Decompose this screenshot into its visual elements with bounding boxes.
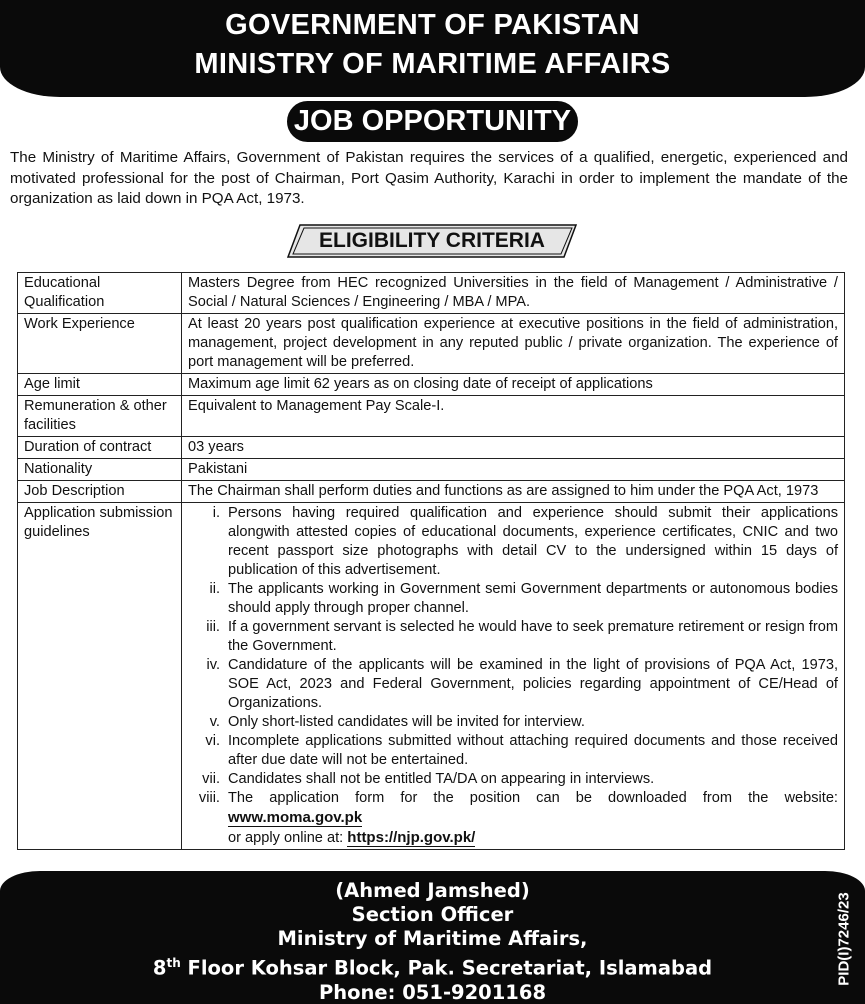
criteria-label: Remuneration & other facilities — [18, 396, 182, 437]
criteria-table — [17, 272, 845, 850]
item-text: The applicants working in Government semi Government departments or autonomous bodies should apply through proper channel. — [228, 581, 838, 616]
address-text: Floor Kohsar Block, Pak. Secretariat, Islamabad — [187, 956, 713, 980]
item-number: i. — [212, 505, 220, 521]
floor-suffix: th — [166, 956, 181, 970]
item-number: ii. — [209, 581, 220, 597]
criteria-value: Pakistani — [182, 459, 845, 481]
guidelines-list — [188, 504, 838, 848]
criteria-value: Masters Degree from HEC recognized Universities in the field of Management / Administrative / Social / Natural Sciences / Engineering / MBA / MPA. — [182, 273, 845, 314]
item-number: iii. — [206, 619, 220, 635]
item-text: Candidates shall not be entitled TA/DA on appearing in interviews. — [228, 771, 655, 787]
eligibility-heading — [286, 222, 578, 260]
officer-designation: Section Officer — [351, 903, 514, 926]
list-item — [188, 713, 838, 732]
criteria-label: Age limit — [18, 374, 182, 396]
header-banner — [0, 0, 865, 97]
table-row — [18, 459, 845, 481]
list-item — [188, 580, 838, 618]
website-link[interactable]: www.moma.gov.pk — [228, 809, 363, 826]
item-text: Candidature of the applicants will be examined in the light of provisions of PQA Act, 1973, SOE Act, 2023 and Federal Government, policies regarding appointment of CE/Head of Organizations. — [228, 657, 838, 711]
criteria-label: Nationality — [18, 459, 182, 481]
criteria-value: 03 years — [182, 437, 845, 459]
table-row — [18, 396, 845, 437]
item-text: Incomplete applications submitted without attaching required documents and those received after due date will not be entertained. — [228, 733, 838, 768]
item-text: Only short-listed candidates will be invited for interview. — [228, 714, 585, 730]
table-row — [18, 314, 845, 374]
officer-name: (Ahmed Jamshed) — [335, 879, 530, 902]
item-number: v. — [209, 714, 220, 730]
guidelines-label: Application submission guidelines — [18, 503, 182, 850]
government-title: GOVERNMENT OF PAKISTAN — [225, 9, 640, 41]
signature — [0, 879, 865, 1004]
item-text: Persons having required qualification and experience should submit their applications alongwith attested copies of educational documents, experience certificates, CNIC and two recent passport size photographs with detail CV to the undersigned within 15 days of publication of this advertisement. — [228, 505, 838, 578]
table-row — [18, 273, 845, 314]
list-item — [188, 504, 838, 580]
floor-number: 8 — [152, 956, 167, 980]
eligibility-title: ELIGIBILITY CRITERIA — [319, 229, 545, 252]
table-row — [18, 374, 845, 396]
criteria-label: Work Experience — [18, 314, 182, 374]
criteria-label: Job Description — [18, 481, 182, 503]
footer-signature-block — [0, 871, 865, 1004]
list-item — [188, 732, 838, 770]
table-row — [18, 481, 845, 503]
guidelines-cell — [182, 503, 845, 850]
list-item — [188, 789, 838, 848]
criteria-value: Maximum age limit 62 years as on closing date of receipt of applications — [182, 374, 845, 396]
item-number: viii. — [198, 790, 220, 806]
list-item — [188, 618, 838, 656]
criteria-label: Duration of contract — [18, 437, 182, 459]
table-row — [18, 503, 845, 850]
list-item — [188, 770, 838, 789]
apply-online-text: or apply online at: — [228, 830, 344, 846]
criteria-label: Educational Qualification — [18, 273, 182, 314]
list-item — [188, 656, 838, 713]
pid-text: PID(I)7246/23 — [835, 892, 853, 986]
intro-paragraph: The Ministry of Maritime Affairs, Government of Pakistan requires the services of a qualified, energetic, experienced and motivated professional for the post of Chairman, Port Qasim Authority, Karachi in order to implement the mandate of the organization as laid down in PQA Act, 1973. — [10, 149, 848, 207]
pid-code — [834, 881, 854, 997]
njp-link[interactable]: https://njp.gov.pk/ — [347, 829, 476, 846]
ministry-name: Ministry of Maritime Affairs, — [277, 927, 588, 950]
item-number: iv. — [206, 657, 220, 673]
ministry-title: MINISTRY OF MARITIME AFFAIRS — [194, 48, 671, 80]
criteria-value: The Chairman shall perform duties and functions as are assigned to him under the PQA Act, 1973 — [182, 481, 845, 503]
download-text: The application form for the position can be downloaded from the website: — [228, 790, 838, 806]
criteria-value: At least 20 years post qualification experience at executive positions in the field of administration, management, project development in any reputed public / private organization. The experience of port management will be preferred. — [182, 314, 845, 374]
item-text — [228, 789, 838, 848]
job-opportunity-banner: JOB OPPORTUNITY — [287, 101, 578, 142]
item-text: If a government servant is selected he would have to seek premature retirement or resign from the Government. — [228, 619, 838, 654]
phone: Phone: 051-9201168 — [318, 980, 547, 1004]
table-row — [18, 437, 845, 459]
criteria-value: Equivalent to Management Pay Scale-I. — [182, 396, 845, 437]
item-number: vi. — [205, 733, 220, 749]
address — [0, 951, 865, 981]
item-number: vii. — [202, 771, 220, 787]
